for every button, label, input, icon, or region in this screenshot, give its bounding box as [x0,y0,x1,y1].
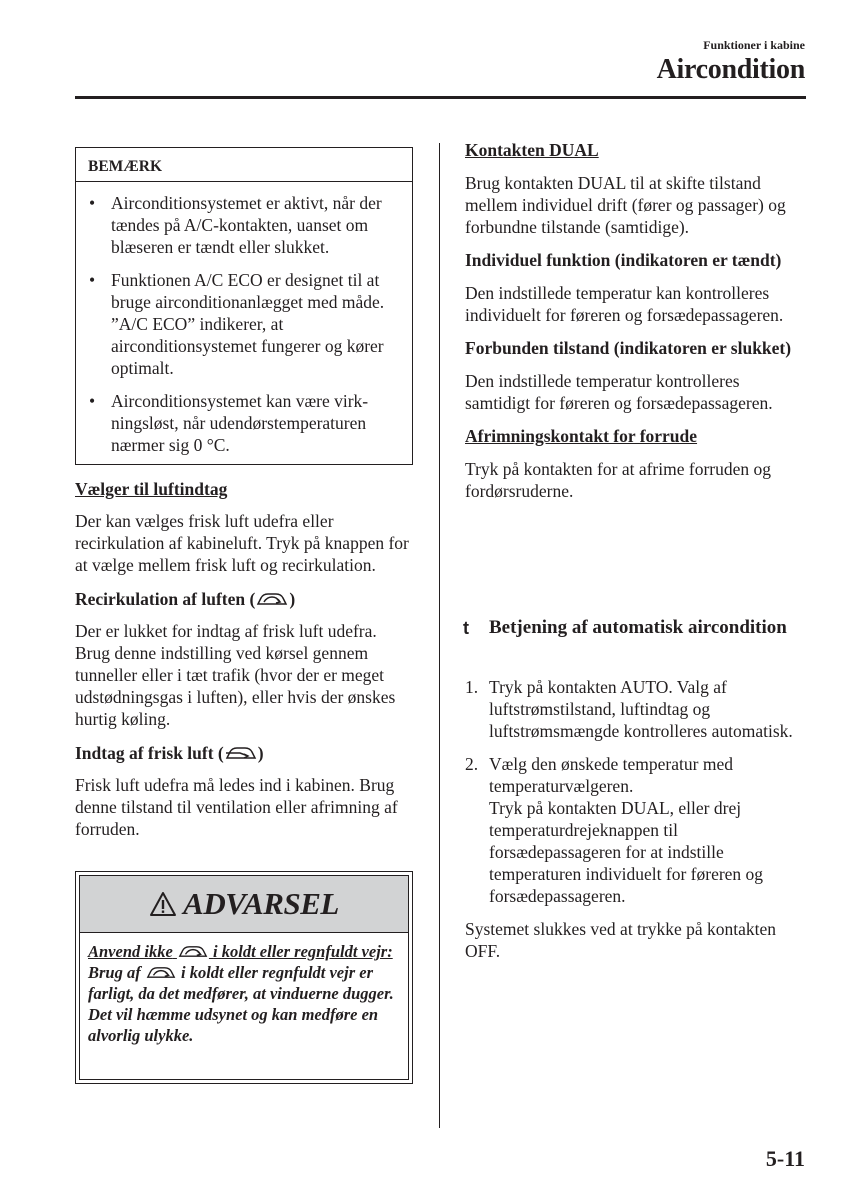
procedure-heading [463,616,803,640]
off-text: Systemet slukkes ved at trykke på kontakten OFF. [465,919,777,961]
intake-text: Der kan vælges frisk luft udefra eller recirkulation af kabineluft. Tryk på knappen for at vælge mellem frisk luft og recirkulation. [75,511,409,575]
recirculation-icon [145,964,177,981]
note-item: • Airconditionsystemet er aktivt, når der tændes på A/C-kontakten, uanset om blæseren er tændt eller slukket. [89,192,402,258]
left-column [75,478,415,840]
column-divider [439,143,440,1128]
note-box [75,147,413,465]
individual-heading: Individuel funktion (indikatoren er tændt) [465,250,782,270]
recirc-heading: Recirkulation af luften ( ) [75,589,296,609]
intake-heading: Vælger til luftindtag [75,479,228,499]
warning-subheading: Anvend ikke i koldt eller regnfuldt vejr: [88,942,393,961]
page-title: Aircondition [656,54,805,85]
fresh-text: Frisk luft udefra må ledes ind i kabinen. Brug denne tilstand til ventilation eller afrimning af forruden. [75,775,398,839]
header-rule [75,96,806,99]
procedure-steps [465,676,805,962]
warning-text: Brug af i koldt eller regnfuldt vejr er farligt, da det medfører, at vinduerne dugger. Det vil hæmme udsynet og kan medføre en alvorlig ulykke. [88,963,394,1045]
dual-heading: Kontakten DUAL [465,140,599,160]
warning-body [80,933,408,1046]
note-list [76,182,412,456]
warning-header [80,876,408,933]
procedure-title: Betjening af automatisk aircondition [489,617,787,638]
warning-box [75,871,413,1084]
linked-heading: Forbunden tilstand (indikatoren er slukket) [465,338,792,358]
note-item: • Funktionen A/C ECO er designet til at bruge airconditionanlægget med måde. ”A/C ECO” indikerer, at airconditionsystemet fungerer og kører optimalt. [89,269,402,379]
page-number: 5-11 [765,1146,805,1171]
individual-text: Den indstillede temperatur kan kontrolleres individuelt for føreren og forsædepassageren. [465,283,784,325]
right-column-top [465,139,805,502]
recirculation-icon [255,590,289,608]
warning-title: ADVARSEL [183,886,339,921]
fresh-air-icon [224,744,258,762]
note-title: BEMÆRK [76,148,412,182]
defrost-heading: Afrimningskontakt for forrude [465,426,698,446]
recirc-text: Der er lukket for indtag af frisk luft udefra. Brug denne indstilling ved kørsel gennem tunneller eller i tæt trafik (hvor der er meget udstødningsgas i luften), eller hvis der ønskes hurtig køling. [75,621,396,729]
step-item: 1. Tryk på kontakten AUTO. Valg af luftstrømstilstand, luftindtag og luftstrømsmængde kontrolleres automatisk. [465,677,793,741]
warning-triangle-icon [149,891,177,917]
fresh-heading: Indtag af frisk luft ( ) [75,743,264,763]
recirculation-icon [177,943,209,960]
linked-text: Den indstillede temperatur kontrolleres samtidigt for føreren og forsædepassageren. [465,371,773,413]
dual-text: Brug kontakten DUAL til at skifte tilstand mellem individuel drift (fører og passager) og forbundne tilstande (samtidige). [465,173,786,237]
note-item: • Airconditionsystemet kan være virk-ningsløst, når udendørstemperaturen nærmer sig 0 °C. [89,390,402,456]
defrost-text: Tryk på kontakten for at afrime forruden og fordørsruderne. [465,459,772,501]
chapter-label: Funktioner i kabine [703,38,805,52]
section-marker: t [463,618,469,638]
step-item: 2. Vælg den ønskede temperatur med temperaturvælgeren. Tryk på kontakten DUAL, eller drej temperaturdrejeknappen til forsædepassageren for at indstille temperaturen individuelt for føreren og forsædepassageren. [465,754,764,906]
